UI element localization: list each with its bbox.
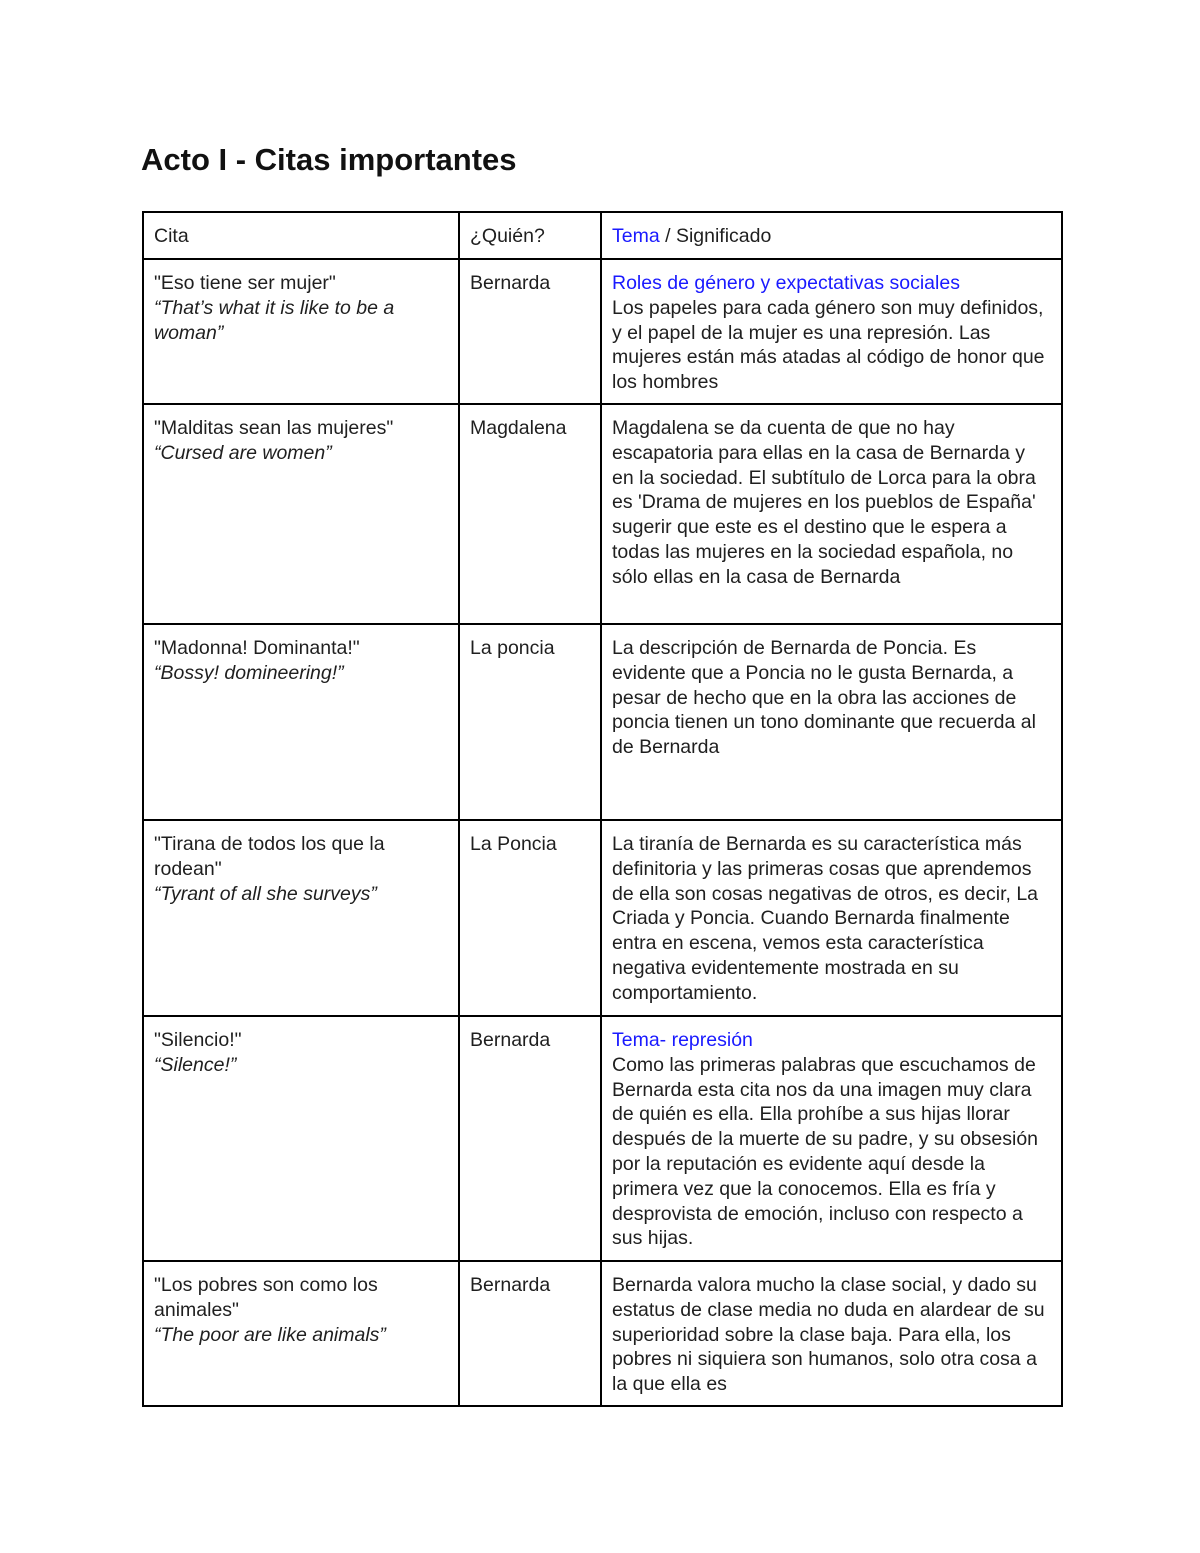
quote-english: “Cursed are women”: [154, 441, 332, 464]
header-theme-word: Tema: [612, 225, 660, 247]
theme-heading: Tema- represión: [612, 1029, 753, 1051]
speaker-cell: Bernarda: [459, 1016, 601, 1261]
quote-cell: [143, 404, 459, 624]
meaning-cell: [601, 259, 1062, 404]
header-quote: Cita: [143, 212, 459, 259]
quotes-table: [142, 211, 1063, 1407]
quote-cell: [143, 624, 459, 820]
quote-cell: [143, 1016, 459, 1261]
meaning-text: La descripción de Bernarda de Poncia. Es evidente que a Poncia no le gusta Bernarda, a pesar de hecho que en la obra las acciones de poncia tienen un tono dominante que recuerda al de Bernarda: [612, 637, 1036, 759]
table-row: [143, 1261, 1062, 1406]
page-title: Acto I - Citas importantes: [141, 142, 517, 177]
quote-spanish: "Malditas sean las mujeres": [154, 417, 394, 439]
table-header-row: [143, 212, 1062, 259]
quote-spanish: "Silencio!": [154, 1029, 242, 1051]
table-row: [143, 820, 1062, 1016]
speaker-cell: Bernarda: [459, 259, 601, 404]
table-row: [143, 404, 1062, 624]
meaning-text: Los papeles para cada género son muy definidos, y el papel de la mujer es una represión. Las mujeres están más atadas al código de honor que los hombres: [612, 296, 1045, 394]
quote-english: “Silence!”: [154, 1053, 237, 1076]
speaker-cell: La Poncia: [459, 820, 601, 1016]
quote-cell: [143, 820, 459, 1016]
meaning-cell: [601, 624, 1062, 820]
theme-heading: Roles de género y expectativas sociales: [612, 272, 960, 294]
quote-spanish: "Tirana de todos los que la rodean": [154, 833, 385, 880]
table-row: [143, 259, 1062, 404]
meaning-text: Bernarda valora mucho la clase social, y dado su estatus de clase media no duda en alardear de su superioridad sobre la clase baja. Para ella, los pobres ni siquiera son humanos, solo otra cosa a la que ella es: [612, 1274, 1045, 1396]
quote-english: “That’s what it is like to be a woman”: [154, 296, 395, 344]
meaning-cell: [601, 1016, 1062, 1261]
speaker-cell: La poncia: [459, 624, 601, 820]
header-meaning-word: / Significado: [659, 225, 772, 247]
table-row: [143, 624, 1062, 820]
speaker-cell: Magdalena: [459, 404, 601, 624]
meaning-text: La tiranía de Bernarda es su característica más definitoria y las primeras cosas que aprendemos de ella son cosas negativas de otros, es decir, La Criada y Poncia. Cuando Bernarda finalmente entra en escena, vemos esta característica negativa evidentemente mostrada en su comportamiento.: [612, 833, 1039, 1004]
quote-spanish: "Los pobres son como los animales": [154, 1274, 378, 1321]
meaning-cell: [601, 820, 1062, 1016]
quote-spanish: "Eso tiene ser mujer": [154, 272, 336, 294]
header-who: ¿Quién?: [459, 212, 601, 259]
quote-spanish: "Madonna! Dominanta!": [154, 637, 360, 659]
quote-english: “Tyrant of all she surveys”: [154, 882, 377, 905]
table-row: [143, 1016, 1062, 1261]
quote-cell: [143, 1261, 459, 1406]
header-theme: [601, 212, 1062, 259]
meaning-cell: [601, 1261, 1062, 1406]
meaning-text: Magdalena se da cuenta de que no hay escapatoria para ellas en la casa de Bernarda y en la sociedad. El subtítulo de Lorca para la obra es 'Drama de mujeres en los pueblos de España' sugerir que este es el destino que le espera a todas las mujeres en la sociedad española, no sólo ellas en la casa de Bernarda: [612, 417, 1036, 588]
meaning-cell: [601, 404, 1062, 624]
quote-cell: [143, 259, 459, 404]
quote-english: “Bossy! domineering!”: [154, 661, 344, 684]
meaning-text: Como las primeras palabras que escuchamos de Bernarda esta cita nos da una imagen muy clara de quién es ella. Ella prohíbe a sus hijas llorar después de la muerte de su padre, y su obsesión por la reputación es evidente aquí desde la primera vez que la conocemos. Ella es fría y desprovista de emoción, incluso con respecto a sus hijas.: [612, 1053, 1039, 1250]
speaker-cell: Bernarda: [459, 1261, 601, 1406]
quote-english: “The poor are like animals”: [154, 1323, 386, 1346]
